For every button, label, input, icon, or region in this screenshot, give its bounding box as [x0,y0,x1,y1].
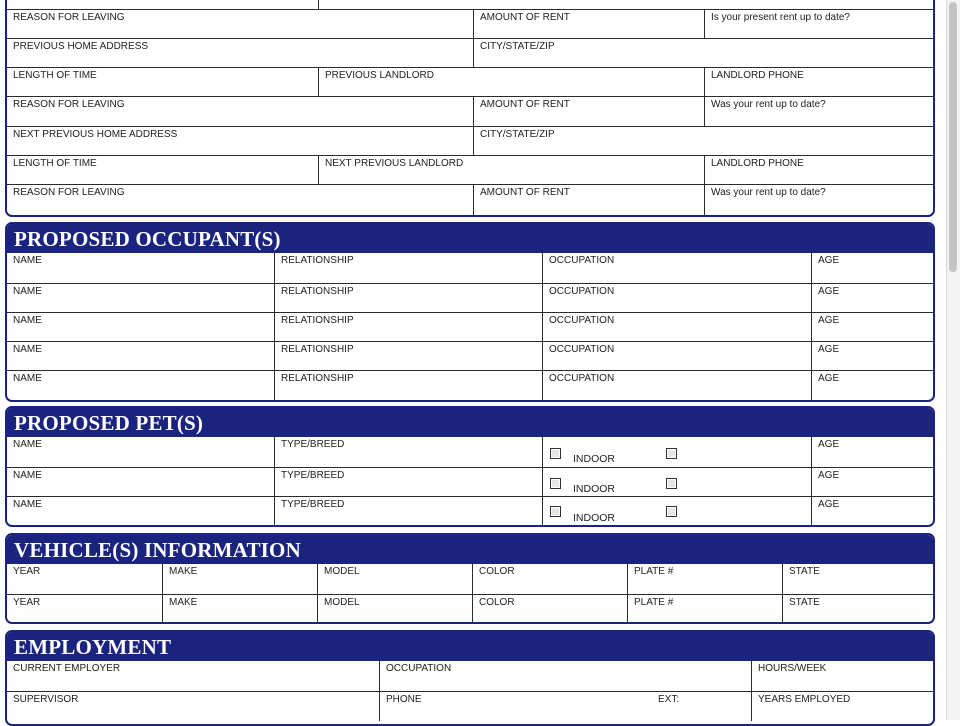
field-label: COLOR [479,566,515,577]
field-label: Was your rent up to date? [711,99,826,110]
occupant-occupation-field[interactable] [542,284,811,312]
field-label: TYPE/BREED [281,470,345,481]
section-title: PROPOSED OCCUPANT(S) [7,224,933,253]
field-label: NAME [13,315,42,326]
city-state-zip-field-1[interactable] [473,39,933,67]
indoor-label: INDOOR [573,512,615,524]
field-label: RELATIONSHIP [281,344,354,355]
field-label: LENGTH OF TIME [13,70,97,81]
amount-of-rent-field-1[interactable] [473,10,704,38]
field-label: AGE [818,255,840,266]
field-label: AGE [818,470,840,481]
occupant-relationship-field[interactable] [274,313,542,341]
outdoor-checkbox[interactable] [666,448,677,459]
section-title: VEHICLE(S) INFORMATION [7,535,933,564]
pet-location-options [542,437,811,467]
field-label: REASON FOR LEAVING [13,187,125,198]
occupant-age-field[interactable] [811,284,933,312]
field-label: NEXT PREVIOUS HOME ADDRESS [13,129,178,140]
occupant-name-field[interactable] [7,313,274,341]
vehicle-model-field[interactable] [317,595,472,624]
hours-per-week-field[interactable] [751,661,933,691]
amount-of-rent-field-2[interactable] [473,97,704,126]
occupant-name-field[interactable] [7,253,274,283]
rent-up-to-date-field-3[interactable] [704,185,933,215]
field-label: OCCUPATION [549,255,615,266]
vehicle-make-field[interactable] [162,595,317,624]
field-label: HOURS/WEEK [758,663,827,674]
vehicle-year-field[interactable] [7,564,162,594]
previous-landlord-field[interactable] [318,68,704,96]
field-label: NAME [13,470,42,481]
field-label: OCCUPATION [386,663,452,674]
pet-age-field[interactable] [811,497,933,526]
residence-history-section [5,0,935,217]
field-label: AGE [818,344,840,355]
field-label: PHONE [386,694,422,705]
vehicle-color-field[interactable] [472,595,627,624]
proposed-pets-section [5,406,935,527]
indoor-label: INDOOR [573,453,615,465]
field-label: NAME [13,255,42,266]
occupant-age-field[interactable] [811,313,933,341]
field-label: PLATE # [634,597,674,608]
vehicle-year-field[interactable] [7,595,162,624]
field-label: OCCUPATION [549,315,615,326]
field-label: CITY/STATE/ZIP [480,41,555,52]
reason-for-leaving-field-1[interactable] [7,10,473,38]
field-label: PLATE # [634,566,674,577]
previous-home-address-field[interactable] [7,39,473,67]
pet-type-breed-field[interactable] [274,497,542,526]
field-label: YEARS EMPLOYED [758,694,851,705]
reason-for-leaving-field-3[interactable] [7,185,473,215]
field-label: YEAR [13,597,41,608]
rent-up-to-date-field-2[interactable] [704,97,933,126]
field-label: LENGTH OF TIME [13,158,97,169]
field-label: NAME [13,439,42,450]
occupant-name-field[interactable] [7,371,274,400]
employment-section [5,630,935,726]
field-label: AMOUNT OF RENT [480,187,570,198]
occupant-name-field[interactable] [7,284,274,312]
occupant-age-field[interactable] [811,342,933,370]
field-label: AGE [818,315,840,326]
occupant-age-field[interactable] [811,371,933,400]
vehicle-model-field[interactable] [317,564,472,594]
residence-cut-cell-2[interactable] [318,0,933,9]
field-label: Was your rent up to date? [711,187,826,198]
amount-of-rent-field-3[interactable] [473,185,704,215]
field-label: LANDLORD PHONE [711,70,804,81]
outdoor-checkbox[interactable] [666,506,677,517]
proposed-occupants-section [5,222,935,402]
field-label: AGE [818,286,840,297]
field-label: NAME [13,286,42,297]
next-previous-landlord-field[interactable] [318,156,704,184]
vehicle-make-field[interactable] [162,564,317,594]
employer-phone-field[interactable] [379,692,751,721]
field-label: PREVIOUS HOME ADDRESS [13,41,149,52]
length-of-time-field-1[interactable] [7,68,318,96]
field-label: OCCUPATION [549,344,615,355]
indoor-checkbox[interactable] [550,448,561,459]
field-label: RELATIONSHIP [281,315,354,326]
field-label: RELATIONSHIP [281,255,354,266]
occupant-occupation-field[interactable] [542,342,811,370]
field-label: Is your present rent up to date? [711,12,850,23]
field-label: MODEL [324,566,360,577]
field-label: AMOUNT OF RENT [480,12,570,23]
employment-occupation-field[interactable] [379,661,751,691]
field-label: CITY/STATE/ZIP [480,129,555,140]
field-label: REASON FOR LEAVING [13,99,125,110]
field-label: TYPE/BREED [281,439,345,450]
field-label: STATE [789,597,820,608]
field-label: PREVIOUS LANDLORD [325,70,434,81]
field-label: NAME [13,344,42,355]
pet-location-options [542,468,811,496]
supervisor-field[interactable] [7,692,379,721]
field-label: CURRENT EMPLOYER [13,663,121,674]
vehicle-state-field[interactable] [782,595,933,624]
occupant-relationship-field[interactable] [274,371,542,400]
field-label: NAME [13,373,42,384]
pet-type-breed-field[interactable] [274,468,542,496]
field-label: AGE [818,373,840,384]
length-of-time-field-2[interactable] [7,156,318,184]
field-label: YEAR [13,566,41,577]
residence-cut-cell-1[interactable] [7,0,318,9]
field-label: RELATIONSHIP [281,373,354,384]
indoor-checkbox[interactable] [550,478,561,489]
field-label: SUPERVISOR [13,694,79,705]
section-title: EMPLOYMENT [7,632,933,661]
pet-name-field[interactable] [7,468,274,496]
field-label: AGE [818,499,840,510]
field-label: LANDLORD PHONE [711,158,804,169]
city-state-zip-field-2[interactable] [473,127,933,155]
field-label: COLOR [479,597,515,608]
vehicles-section [5,533,935,624]
landlord-phone-field-1[interactable] [704,68,933,96]
pet-type-breed-field[interactable] [274,437,542,467]
occupant-name-field[interactable] [7,342,274,370]
occupant-relationship-field[interactable] [274,342,542,370]
vehicle-color-field[interactable] [472,564,627,594]
scrollbar-thumb[interactable] [949,2,957,272]
pet-age-field[interactable] [811,437,933,467]
field-label: MODEL [324,597,360,608]
pet-age-field[interactable] [811,468,933,496]
field-label: MAKE [169,566,198,577]
vehicle-plate-field[interactable] [627,595,782,624]
field-label: TYPE/BREED [281,499,345,510]
field-label: MAKE [169,597,198,608]
rent-up-to-date-field-1[interactable] [704,10,933,38]
field-label: AGE [818,439,840,450]
occupant-age-field[interactable] [811,253,933,283]
years-employed-field[interactable] [751,692,933,721]
next-previous-home-address-field[interactable] [7,127,473,155]
reason-for-leaving-field-2[interactable] [7,97,473,126]
ext-label: EXT: [658,694,680,705]
vehicle-plate-field[interactable] [627,564,782,594]
pet-name-field[interactable] [7,497,274,526]
occupant-occupation-field[interactable] [542,371,811,400]
pet-name-field[interactable] [7,437,274,467]
occupant-occupation-field[interactable] [542,253,811,283]
occupant-occupation-field[interactable] [542,313,811,341]
outdoor-checkbox[interactable] [666,478,677,489]
field-label: STATE [789,566,820,577]
indoor-checkbox[interactable] [550,506,561,517]
field-label: NEXT PREVIOUS LANDLORD [325,158,464,169]
current-employer-field[interactable] [7,661,379,691]
landlord-phone-field-2[interactable] [704,156,933,184]
field-label: REASON FOR LEAVING [13,12,125,23]
section-title: PROPOSED PET(S) [7,408,933,437]
field-label: OCCUPATION [549,373,615,384]
field-label: NAME [13,499,42,510]
occupant-relationship-field[interactable] [274,284,542,312]
pet-location-options [542,497,811,526]
field-label: RELATIONSHIP [281,286,354,297]
vehicle-state-field[interactable] [782,564,933,594]
occupant-relationship-field[interactable] [274,253,542,283]
field-label: AMOUNT OF RENT [480,99,570,110]
indoor-label: INDOOR [573,483,615,495]
field-label: OCCUPATION [549,286,615,297]
